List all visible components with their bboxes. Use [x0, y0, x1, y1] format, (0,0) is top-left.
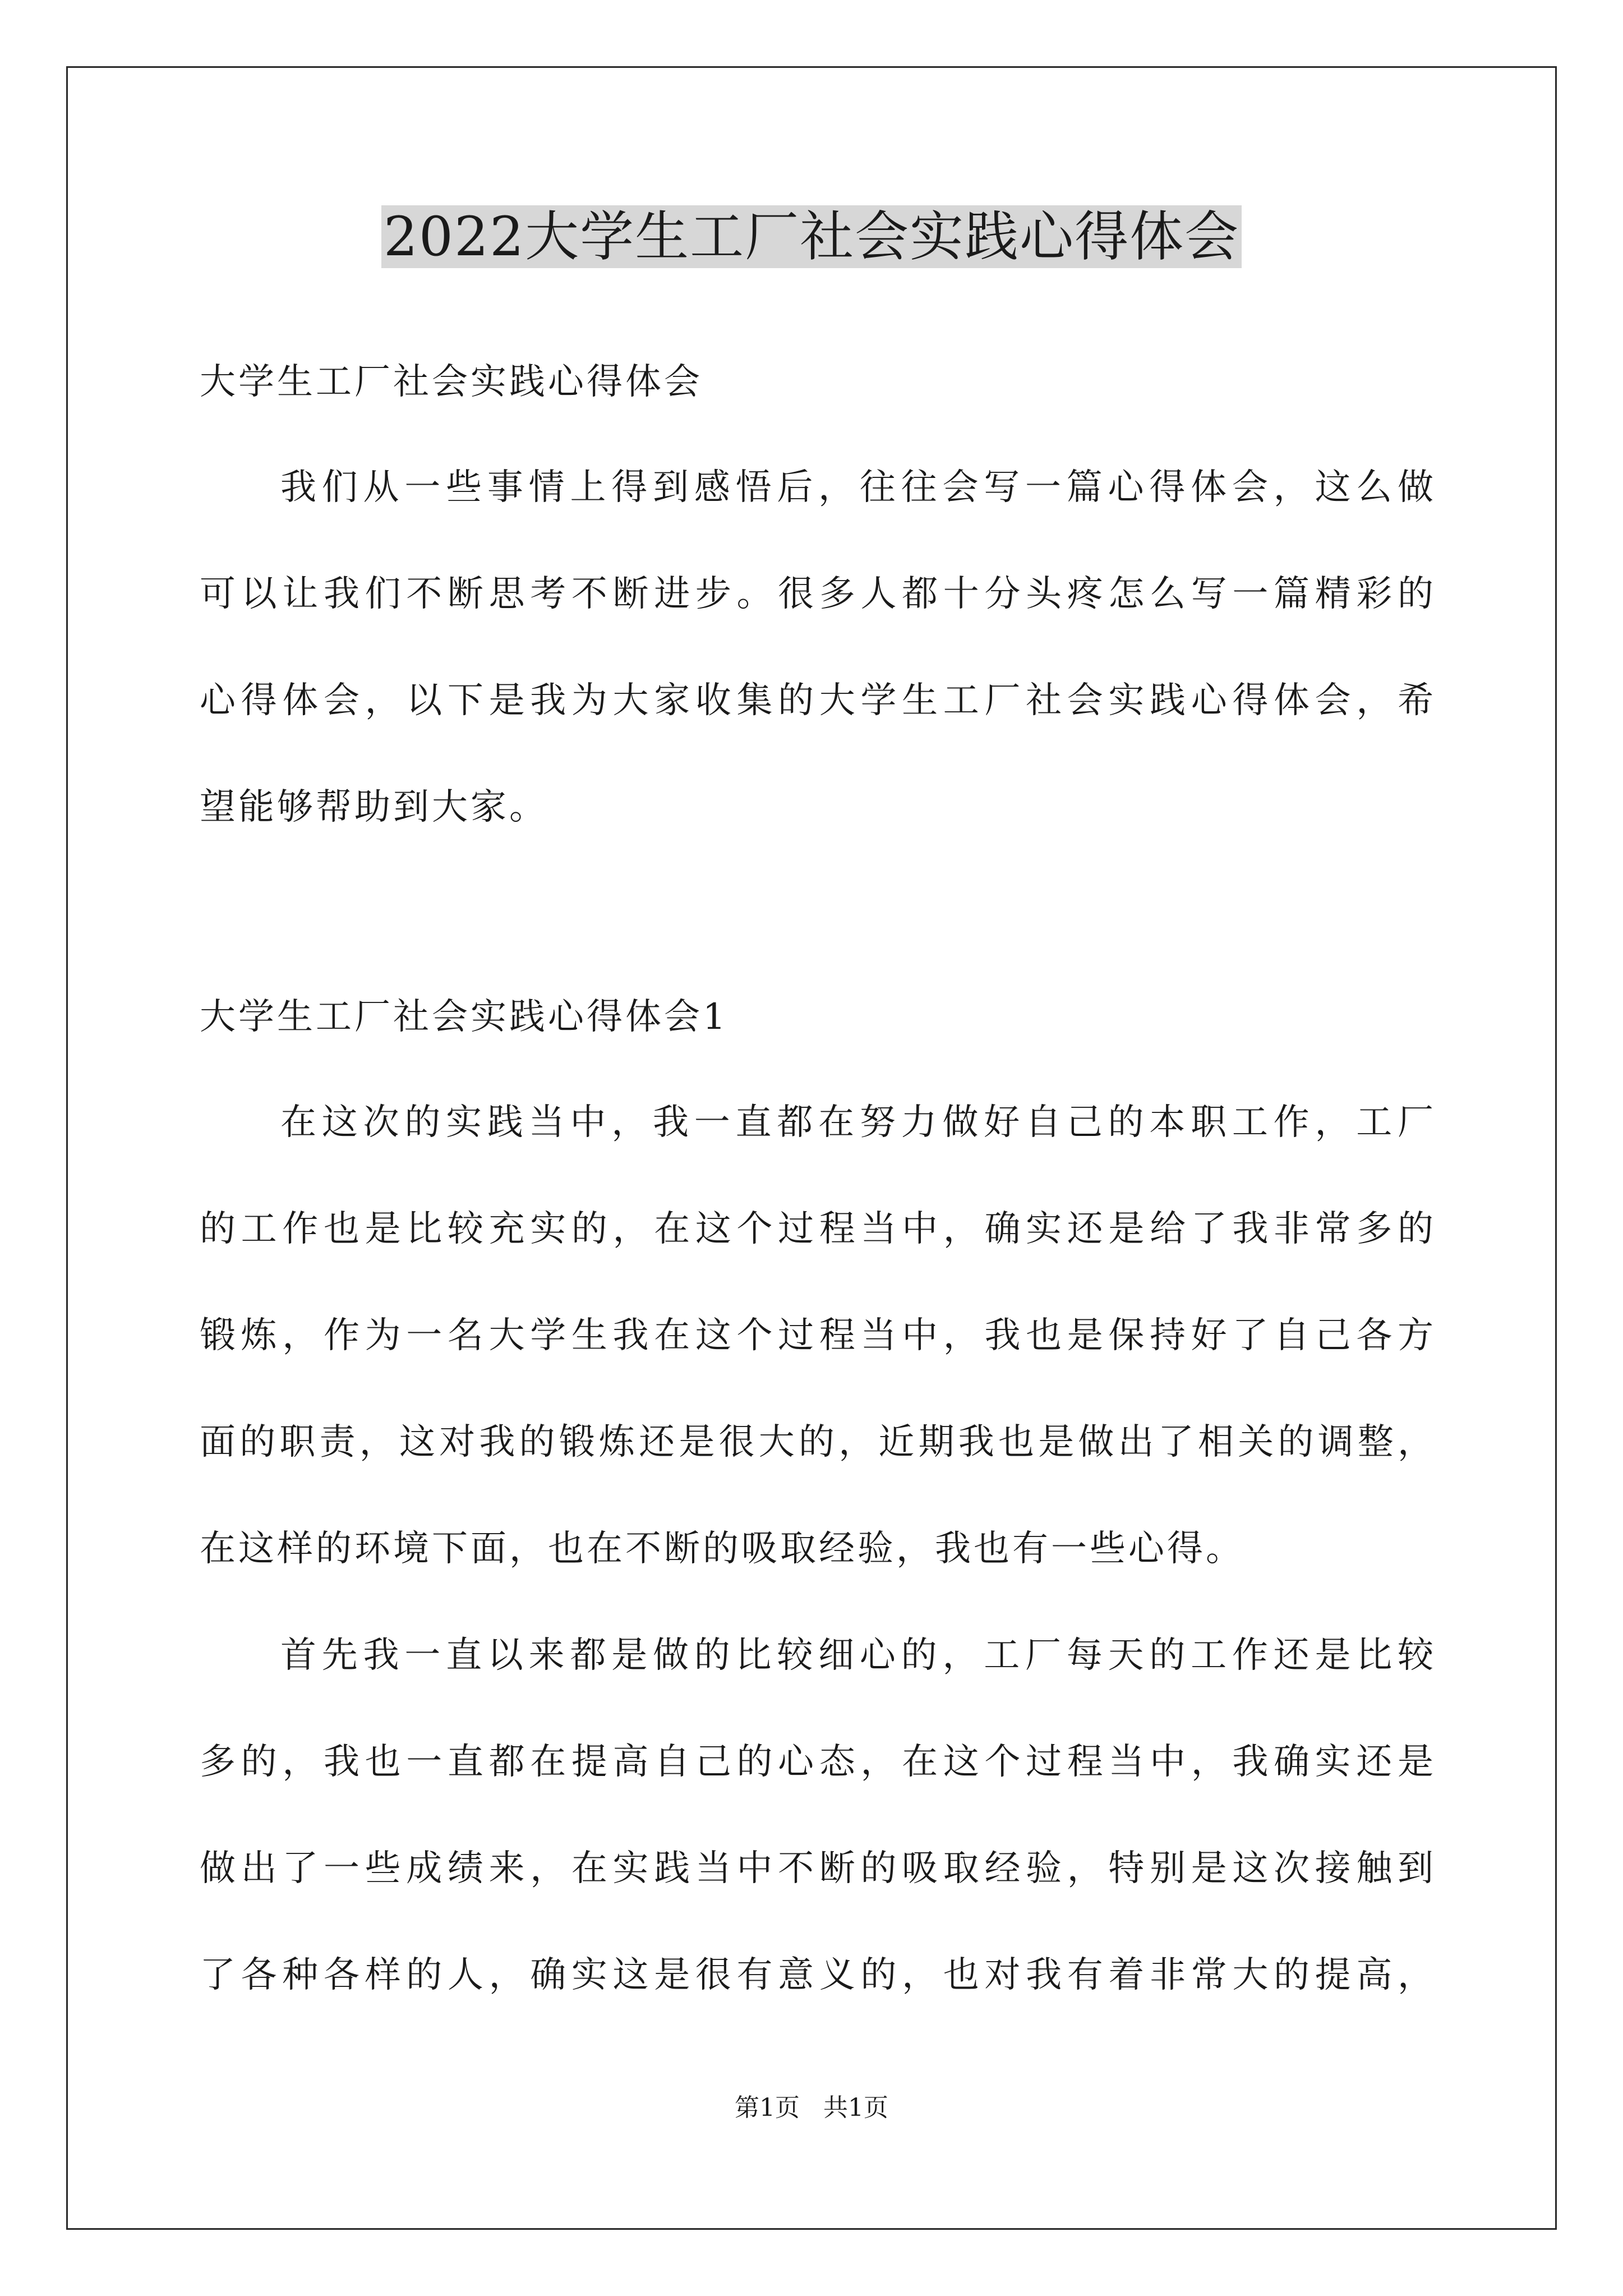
document-title [0, 197, 1623, 276]
paragraph-line: 首先我一直以来都是做的比较细心的，工厂每天的工作还是比较 [280, 1635, 1433, 1676]
section-heading: 大学生工厂社会实践心得体会1 [200, 996, 728, 1038]
intro-line: 心得体会，以下是我为大家收集的大学生工厂社会实践心得体会，希 [200, 680, 1433, 721]
paragraph-line: 在这次的实践当中，我一直都在努力做好自己的本职工作，工厂 [280, 1102, 1433, 1143]
intro-line: 我们从一些事情上得到感悟后，往往会写一篇心得体会，这么做 [280, 467, 1433, 508]
page-number-footer: 第1页 共1页 [735, 2093, 888, 2122]
document-title-text: 2022大学生工厂社会实践心得体会 [381, 205, 1242, 268]
document-subtitle: 大学生工厂社会实践心得体会 [200, 361, 703, 403]
paragraph-line: 面的职责，这对我的锻炼还是很大的，近期我也是做出了相关的调整， [200, 1421, 1433, 1463]
paragraph-line: 多的，我也一直都在提高自己的心态，在这个过程当中，我确实还是 [200, 1741, 1433, 1783]
paragraph-line: 做出了一些成绩来，在实践当中不断的吸取经验，特别是这次接触到 [200, 1848, 1433, 1889]
intro-line: 望能够帮助到大家。 [200, 786, 548, 828]
paragraph-line: 的工作也是比较充实的，在这个过程当中，确实还是给了我非常多的 [200, 1208, 1433, 1250]
paragraph-line: 锻炼，作为一名大学生我在这个过程当中，我也是保持好了自己各方 [200, 1315, 1433, 1356]
paragraph-line: 在这样的环境下面，也在不断的吸取经验，我也有一些心得。 [200, 1528, 1244, 1570]
paragraph-line: 了各种各样的人，确实这是很有意义的，也对我有着非常大的提高， [200, 1954, 1433, 1996]
intro-line: 可以让我们不断思考不断进步。很多人都十分头疼怎么写一篇精彩的 [200, 573, 1433, 615]
